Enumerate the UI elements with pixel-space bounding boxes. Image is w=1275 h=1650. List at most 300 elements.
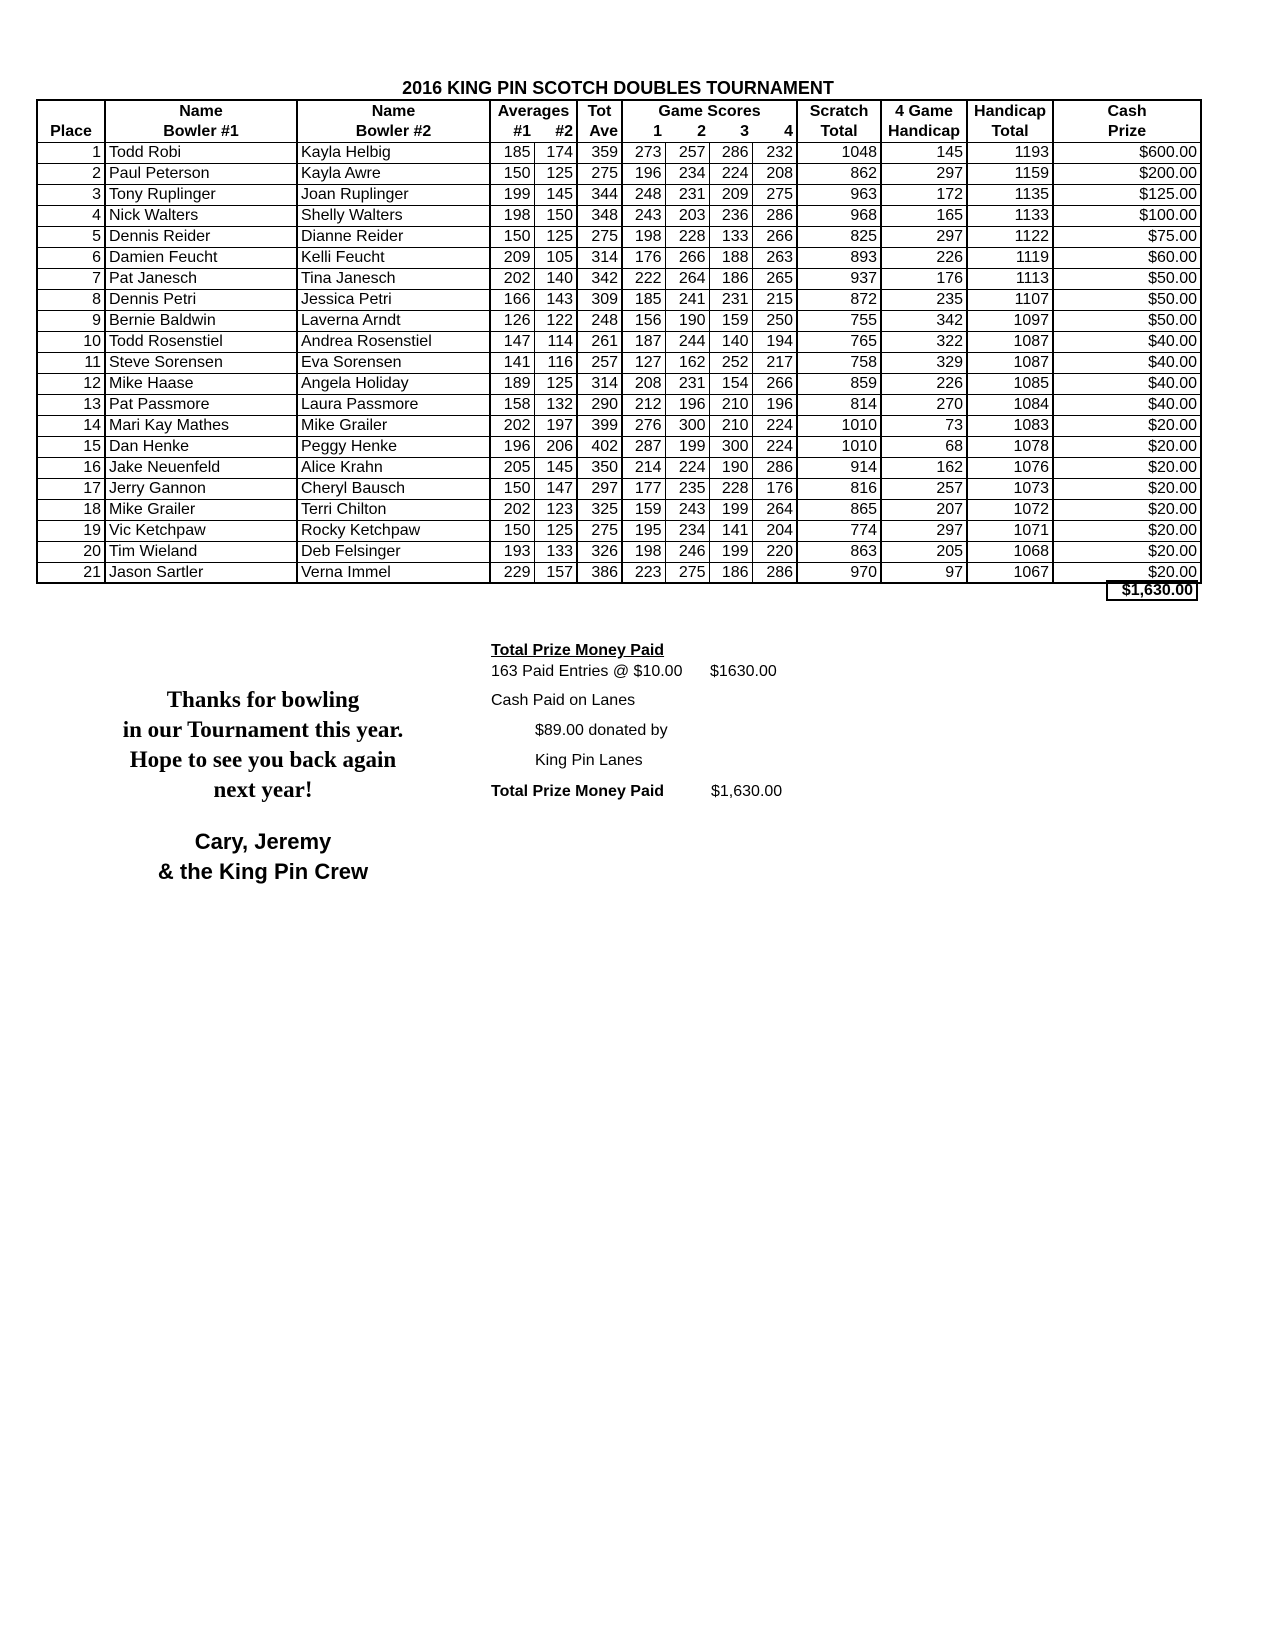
grand-total: $1,630.00 bbox=[1106, 580, 1198, 601]
game2-cell: 300 bbox=[665, 415, 709, 436]
place-cell: 4 bbox=[37, 205, 105, 226]
thanks-line4: next year! bbox=[213, 777, 313, 802]
cash-prize-cell: $20.00 bbox=[1053, 562, 1201, 583]
cash-prize-cell: $20.00 bbox=[1053, 520, 1201, 541]
cash-prize-cell: $20.00 bbox=[1053, 436, 1201, 457]
scratch-total-cell: 765 bbox=[797, 331, 881, 352]
table-row bbox=[37, 457, 1201, 478]
header-bowler2: Bowler #2 bbox=[297, 121, 490, 142]
game2-cell: 266 bbox=[665, 247, 709, 268]
cash-prize-cell: $20.00 bbox=[1053, 541, 1201, 562]
avg2-cell: 145 bbox=[534, 457, 577, 478]
bowler2-cell: Andrea Rosenstiel bbox=[297, 331, 490, 352]
handicap-cell: 165 bbox=[881, 205, 967, 226]
place-cell: 9 bbox=[37, 310, 105, 331]
summary-entries-label: 163 Paid Entries @ $10.00 bbox=[491, 663, 683, 680]
header-g1: 1 bbox=[622, 121, 665, 142]
scratch-total-cell: 968 bbox=[797, 205, 881, 226]
handicap-total-cell: 1078 bbox=[967, 436, 1053, 457]
game3-cell: 199 bbox=[709, 541, 752, 562]
avg2-cell: 122 bbox=[534, 310, 577, 331]
handicap-total-cell: 1087 bbox=[967, 352, 1053, 373]
game4-cell: 250 bbox=[752, 310, 797, 331]
bowler2-cell: Laverna Arndt bbox=[297, 310, 490, 331]
avg1-cell: 209 bbox=[490, 247, 534, 268]
bowler1-cell: Todd Robi bbox=[105, 142, 297, 163]
cash-prize-cell: $75.00 bbox=[1053, 226, 1201, 247]
avg2-cell: 206 bbox=[534, 436, 577, 457]
handicap-cell: 297 bbox=[881, 520, 967, 541]
table-row bbox=[37, 226, 1201, 247]
scratch-total-cell: 859 bbox=[797, 373, 881, 394]
game2-cell: 203 bbox=[665, 205, 709, 226]
avg2-cell: 197 bbox=[534, 415, 577, 436]
handicap-total-cell: 1193 bbox=[967, 142, 1053, 163]
header-g4: 4 bbox=[784, 122, 794, 140]
bowler2-cell: Tina Janesch bbox=[297, 268, 490, 289]
place-cell: 18 bbox=[37, 499, 105, 520]
handicap-cell: 97 bbox=[881, 562, 967, 583]
handicap-total-cell: 1084 bbox=[967, 394, 1053, 415]
bowler2-cell: Eva Sorensen bbox=[297, 352, 490, 373]
handicap-cell: 145 bbox=[881, 142, 967, 163]
place-cell: 21 bbox=[37, 562, 105, 583]
game4-cell: 286 bbox=[752, 562, 797, 583]
header-place: Place bbox=[50, 122, 92, 140]
handicap-total-cell: 1119 bbox=[967, 247, 1053, 268]
game4-cell: 266 bbox=[752, 373, 797, 394]
place-cell: 17 bbox=[37, 478, 105, 499]
bowler1-cell: Todd Rosenstiel bbox=[105, 331, 297, 352]
handicap-total-cell: 1067 bbox=[967, 562, 1053, 583]
place-cell: 15 bbox=[37, 436, 105, 457]
game3-cell: 133 bbox=[709, 226, 752, 247]
table-row bbox=[37, 289, 1201, 310]
summary-total-label: Total Prize Money Paid bbox=[491, 783, 665, 800]
header-row-1 bbox=[37, 100, 1201, 121]
table-row bbox=[37, 310, 1201, 331]
game4-cell: 194 bbox=[752, 331, 797, 352]
bowler1-cell: Bernie Baldwin bbox=[105, 310, 297, 331]
bowler2-cell: Angela Holiday bbox=[297, 373, 490, 394]
game3-cell: 154 bbox=[709, 373, 752, 394]
game3-cell: 300 bbox=[709, 436, 752, 457]
signature-line2: & the King Pin Crew bbox=[157, 859, 369, 884]
summary-entries-value: $1630.00 bbox=[710, 663, 777, 680]
avg1-cell: 150 bbox=[490, 163, 534, 184]
place-cell: 1 bbox=[37, 142, 105, 163]
bowler1-cell: Pat Janesch bbox=[105, 268, 297, 289]
game2-cell: 196 bbox=[665, 394, 709, 415]
game2-cell: 190 bbox=[665, 310, 709, 331]
game2-cell: 246 bbox=[665, 541, 709, 562]
game4-cell: 217 bbox=[752, 352, 797, 373]
page-title: 2016 KING PIN SCOTCH DOUBLES TOURNAMENT bbox=[402, 78, 834, 98]
bowler1-cell: Paul Peterson bbox=[105, 163, 297, 184]
cash-prize-cell: $50.00 bbox=[1053, 310, 1201, 331]
game4-cell: 224 bbox=[752, 436, 797, 457]
handicap-total-cell: 1085 bbox=[967, 373, 1053, 394]
place-cell: 14 bbox=[37, 415, 105, 436]
avg2-cell: 125 bbox=[534, 373, 577, 394]
bowler2-cell: Rocky Ketchpaw bbox=[297, 520, 490, 541]
game1-cell: 185 bbox=[622, 289, 665, 310]
bowler1-cell: Damien Feucht bbox=[105, 247, 297, 268]
game3-cell: 224 bbox=[709, 163, 752, 184]
handicap-cell: 205 bbox=[881, 541, 967, 562]
game2-cell: 231 bbox=[665, 373, 709, 394]
game1-cell: 159 bbox=[622, 499, 665, 520]
bowler1-cell: Dennis Reider bbox=[105, 226, 297, 247]
handicap-cell: 257 bbox=[881, 478, 967, 499]
handicap-total-cell: 1159 bbox=[967, 163, 1053, 184]
place-cell: 16 bbox=[37, 457, 105, 478]
scratch-total-cell: 914 bbox=[797, 457, 881, 478]
cash-prize-cell: $600.00 bbox=[1053, 142, 1201, 163]
scratch-total-cell: 758 bbox=[797, 352, 881, 373]
handicap-total-cell: 1133 bbox=[967, 205, 1053, 226]
handicap-total-cell: 1072 bbox=[967, 499, 1053, 520]
scratch-total-cell: 863 bbox=[797, 541, 881, 562]
table-row bbox=[37, 184, 1201, 205]
place-cell: 2 bbox=[37, 163, 105, 184]
game2-cell: 243 bbox=[665, 499, 709, 520]
header-game-scores: Game Scores bbox=[622, 100, 797, 121]
game4-cell: 232 bbox=[752, 142, 797, 163]
header-place-top bbox=[37, 100, 105, 121]
bowler2-cell: Kayla Helbig bbox=[297, 142, 490, 163]
summary-total-value: $1,630.00 bbox=[711, 783, 783, 800]
header-handicap4-label: Handicap bbox=[881, 121, 967, 142]
bowler2-cell: Verna Immel bbox=[297, 562, 490, 583]
game4-cell: 224 bbox=[752, 415, 797, 436]
avg1-cell: 229 bbox=[490, 562, 534, 583]
ave-cell: 261 bbox=[577, 331, 622, 352]
game3-cell: 188 bbox=[709, 247, 752, 268]
table-row bbox=[37, 142, 1201, 163]
game4-cell: 265 bbox=[752, 268, 797, 289]
thanks-line3: Hope to see you back again bbox=[129, 747, 397, 772]
place-cell: 13 bbox=[37, 394, 105, 415]
cash-prize-cell: $60.00 bbox=[1053, 247, 1201, 268]
table-row bbox=[37, 352, 1201, 373]
handicap-total-cell: 1071 bbox=[967, 520, 1053, 541]
header-avg2: #2 bbox=[555, 122, 574, 140]
avg2-cell: 125 bbox=[534, 163, 577, 184]
header-avg1: #1 bbox=[490, 121, 534, 142]
ave-cell: 399 bbox=[577, 415, 622, 436]
game2-cell: 235 bbox=[665, 478, 709, 499]
handicap-total-cell: 1083 bbox=[967, 415, 1053, 436]
bowler2-cell: Mike Grailer bbox=[297, 415, 490, 436]
table-row bbox=[37, 205, 1201, 226]
scratch-total-cell: 1010 bbox=[797, 436, 881, 457]
bowler1-cell: Tim Wieland bbox=[105, 541, 297, 562]
avg2-cell: 174 bbox=[534, 142, 577, 163]
cash-prize-cell: $20.00 bbox=[1053, 499, 1201, 520]
game3-cell: 141 bbox=[709, 520, 752, 541]
handicap-total-cell: 1073 bbox=[967, 478, 1053, 499]
game1-cell: 198 bbox=[622, 226, 665, 247]
bowler1-cell: Dan Henke bbox=[105, 436, 297, 457]
place-cell: 7 bbox=[37, 268, 105, 289]
table-row bbox=[37, 268, 1201, 289]
handicap-cell: 270 bbox=[881, 394, 967, 415]
game4-cell: 220 bbox=[752, 541, 797, 562]
avg1-cell: 199 bbox=[490, 184, 534, 205]
avg2-cell: 157 bbox=[534, 562, 577, 583]
ave-cell: 325 bbox=[577, 499, 622, 520]
bowler1-cell: Jake Neuenfeld bbox=[105, 457, 297, 478]
avg2-cell: 145 bbox=[534, 184, 577, 205]
place-cell: 6 bbox=[37, 247, 105, 268]
handicap-cell: 297 bbox=[881, 226, 967, 247]
avg1-cell: 193 bbox=[490, 541, 534, 562]
avg1-cell: 150 bbox=[490, 226, 534, 247]
handicap-cell: 342 bbox=[881, 310, 967, 331]
avg1-cell: 198 bbox=[490, 205, 534, 226]
ave-cell: 275 bbox=[577, 520, 622, 541]
bowler2-cell: Peggy Henke bbox=[297, 436, 490, 457]
ave-cell: 297 bbox=[577, 478, 622, 499]
table-row bbox=[37, 415, 1201, 436]
bowler2-cell: Kayla Awre bbox=[297, 163, 490, 184]
summary-donated-line2: King Pin Lanes bbox=[535, 752, 643, 769]
header-handicap-total-label: Total bbox=[967, 121, 1053, 142]
header-g3: 3 bbox=[740, 122, 750, 140]
signature-line1: Cary, Jeremy bbox=[194, 829, 332, 854]
game1-cell: 176 bbox=[622, 247, 665, 268]
game2-cell: 224 bbox=[665, 457, 709, 478]
scratch-total-cell: 814 bbox=[797, 394, 881, 415]
game2-cell: 234 bbox=[665, 520, 709, 541]
handicap-total-cell: 1076 bbox=[967, 457, 1053, 478]
header-scratch-total: Total bbox=[797, 121, 881, 142]
header-averages: Averages bbox=[490, 100, 577, 121]
game2-cell: 264 bbox=[665, 268, 709, 289]
handicap-cell: 73 bbox=[881, 415, 967, 436]
scratch-total-cell: 825 bbox=[797, 226, 881, 247]
game1-cell: 222 bbox=[622, 268, 665, 289]
table-row bbox=[37, 520, 1201, 541]
cash-prize-cell: $40.00 bbox=[1053, 352, 1201, 373]
scratch-total-cell: 755 bbox=[797, 310, 881, 331]
game2-cell: 231 bbox=[665, 184, 709, 205]
ave-cell: 344 bbox=[577, 184, 622, 205]
game1-cell: 276 bbox=[622, 415, 665, 436]
ave-cell: 290 bbox=[577, 394, 622, 415]
game1-cell: 195 bbox=[622, 520, 665, 541]
avg2-cell: 116 bbox=[534, 352, 577, 373]
avg1-cell: 196 bbox=[490, 436, 534, 457]
game1-cell: 177 bbox=[622, 478, 665, 499]
game4-cell: 196 bbox=[752, 394, 797, 415]
avg1-cell: 158 bbox=[490, 394, 534, 415]
scratch-total-cell: 774 bbox=[797, 520, 881, 541]
ave-cell: 350 bbox=[577, 457, 622, 478]
game1-cell: 223 bbox=[622, 562, 665, 583]
game2-cell: 241 bbox=[665, 289, 709, 310]
header-bowler1: Bowler #1 bbox=[105, 121, 297, 142]
avg1-cell: 202 bbox=[490, 499, 534, 520]
place-cell: 8 bbox=[37, 289, 105, 310]
table-row bbox=[37, 478, 1201, 499]
scratch-total-cell: 1048 bbox=[797, 142, 881, 163]
cash-prize-cell: $20.00 bbox=[1053, 457, 1201, 478]
bowler1-cell: Dennis Petri bbox=[105, 289, 297, 310]
results-table bbox=[36, 99, 1202, 584]
avg2-cell: 133 bbox=[534, 541, 577, 562]
handicap-cell: 297 bbox=[881, 163, 967, 184]
game4-cell: 263 bbox=[752, 247, 797, 268]
game4-cell: 275 bbox=[752, 184, 797, 205]
game4-cell: 266 bbox=[752, 226, 797, 247]
header-cash-prize: Prize bbox=[1053, 121, 1201, 142]
game2-cell: 234 bbox=[665, 163, 709, 184]
header-scratch: Scratch bbox=[797, 100, 881, 121]
handicap-cell: 226 bbox=[881, 373, 967, 394]
bowler1-cell: Mari Kay Mathes bbox=[105, 415, 297, 436]
bowler1-cell: Jerry Gannon bbox=[105, 478, 297, 499]
avg2-cell: 114 bbox=[534, 331, 577, 352]
game3-cell: 209 bbox=[709, 184, 752, 205]
game3-cell: 231 bbox=[709, 289, 752, 310]
table-row bbox=[37, 247, 1201, 268]
ave-cell: 314 bbox=[577, 247, 622, 268]
header-handicap4: 4 Game bbox=[881, 100, 967, 121]
avg2-cell: 150 bbox=[534, 205, 577, 226]
cash-prize-cell: $100.00 bbox=[1053, 205, 1201, 226]
game3-cell: 186 bbox=[709, 562, 752, 583]
place-cell: 19 bbox=[37, 520, 105, 541]
cash-prize-cell: $50.00 bbox=[1053, 268, 1201, 289]
header-name2: Name bbox=[297, 100, 490, 121]
game1-cell: 187 bbox=[622, 331, 665, 352]
game4-cell: 286 bbox=[752, 457, 797, 478]
game1-cell: 212 bbox=[622, 394, 665, 415]
bowler1-cell: Mike Grailer bbox=[105, 499, 297, 520]
cash-prize-cell: $20.00 bbox=[1053, 415, 1201, 436]
game4-cell: 286 bbox=[752, 205, 797, 226]
bowler1-cell: Steve Sorensen bbox=[105, 352, 297, 373]
game3-cell: 236 bbox=[709, 205, 752, 226]
cash-prize-cell: $40.00 bbox=[1053, 394, 1201, 415]
handicap-total-cell: 1107 bbox=[967, 289, 1053, 310]
game2-cell: 275 bbox=[665, 562, 709, 583]
game3-cell: 140 bbox=[709, 331, 752, 352]
game2-cell: 257 bbox=[665, 142, 709, 163]
table-row bbox=[37, 541, 1201, 562]
handicap-cell: 68 bbox=[881, 436, 967, 457]
game2-cell: 199 bbox=[665, 436, 709, 457]
game4-cell: 264 bbox=[752, 499, 797, 520]
cash-prize-cell: $40.00 bbox=[1053, 331, 1201, 352]
ave-cell: 248 bbox=[577, 310, 622, 331]
scratch-total-cell: 862 bbox=[797, 163, 881, 184]
handicap-total-cell: 1135 bbox=[967, 184, 1053, 205]
game1-cell: 208 bbox=[622, 373, 665, 394]
scratch-total-cell: 963 bbox=[797, 184, 881, 205]
game4-cell: 208 bbox=[752, 163, 797, 184]
thanks-line1: Thanks for bowling bbox=[166, 687, 360, 712]
bowler2-cell: Joan Ruplinger bbox=[297, 184, 490, 205]
handicap-cell: 207 bbox=[881, 499, 967, 520]
place-cell: 5 bbox=[37, 226, 105, 247]
avg2-cell: 143 bbox=[534, 289, 577, 310]
scratch-total-cell: 865 bbox=[797, 499, 881, 520]
ave-cell: 309 bbox=[577, 289, 622, 310]
handicap-cell: 226 bbox=[881, 247, 967, 268]
game2-cell: 162 bbox=[665, 352, 709, 373]
cash-prize-cell: $50.00 bbox=[1053, 289, 1201, 310]
game3-cell: 252 bbox=[709, 352, 752, 373]
game3-cell: 159 bbox=[709, 310, 752, 331]
game3-cell: 199 bbox=[709, 499, 752, 520]
bowler1-cell: Mike Haase bbox=[105, 373, 297, 394]
ave-cell: 359 bbox=[577, 142, 622, 163]
header-ave: Ave bbox=[577, 121, 622, 142]
scratch-total-cell: 937 bbox=[797, 268, 881, 289]
ave-cell: 275 bbox=[577, 226, 622, 247]
game3-cell: 210 bbox=[709, 394, 752, 415]
header-tot: Tot bbox=[577, 100, 622, 121]
avg1-cell: 189 bbox=[490, 373, 534, 394]
handicap-total-cell: 1068 bbox=[967, 541, 1053, 562]
avg1-cell: 202 bbox=[490, 415, 534, 436]
ave-cell: 314 bbox=[577, 373, 622, 394]
bowler2-cell: Jessica Petri bbox=[297, 289, 490, 310]
avg2-cell: 125 bbox=[534, 226, 577, 247]
scratch-total-cell: 872 bbox=[797, 289, 881, 310]
scratch-total-cell: 893 bbox=[797, 247, 881, 268]
avg2-cell: 125 bbox=[534, 520, 577, 541]
ave-cell: 348 bbox=[577, 205, 622, 226]
avg2-cell: 140 bbox=[534, 268, 577, 289]
game3-cell: 286 bbox=[709, 142, 752, 163]
bowler2-cell: Laura Passmore bbox=[297, 394, 490, 415]
scratch-total-cell: 816 bbox=[797, 478, 881, 499]
bowler1-cell: Nick Walters bbox=[105, 205, 297, 226]
game3-cell: 210 bbox=[709, 415, 752, 436]
handicap-total-cell: 1087 bbox=[967, 331, 1053, 352]
handicap-total-cell: 1097 bbox=[967, 310, 1053, 331]
game1-cell: 196 bbox=[622, 163, 665, 184]
ave-cell: 342 bbox=[577, 268, 622, 289]
cash-prize-cell: $40.00 bbox=[1053, 373, 1201, 394]
game1-cell: 156 bbox=[622, 310, 665, 331]
cash-prize-cell: $20.00 bbox=[1053, 478, 1201, 499]
avg1-cell: 150 bbox=[490, 520, 534, 541]
game1-cell: 198 bbox=[622, 541, 665, 562]
ave-cell: 275 bbox=[577, 163, 622, 184]
bowler2-cell: Dianne Reider bbox=[297, 226, 490, 247]
table-row bbox=[37, 499, 1201, 520]
game1-cell: 248 bbox=[622, 184, 665, 205]
table-row bbox=[37, 373, 1201, 394]
avg1-cell: 202 bbox=[490, 268, 534, 289]
game3-cell: 186 bbox=[709, 268, 752, 289]
header-g2: 2 bbox=[697, 122, 707, 140]
table-row bbox=[37, 436, 1201, 457]
summary-heading: Total Prize Money Paid bbox=[491, 642, 665, 659]
cash-prize-cell: $200.00 bbox=[1053, 163, 1201, 184]
header-row-2 bbox=[37, 121, 1201, 142]
bowler2-cell: Shelly Walters bbox=[297, 205, 490, 226]
game1-cell: 214 bbox=[622, 457, 665, 478]
bowler1-cell: Vic Ketchpaw bbox=[105, 520, 297, 541]
ave-cell: 326 bbox=[577, 541, 622, 562]
avg2-cell: 132 bbox=[534, 394, 577, 415]
